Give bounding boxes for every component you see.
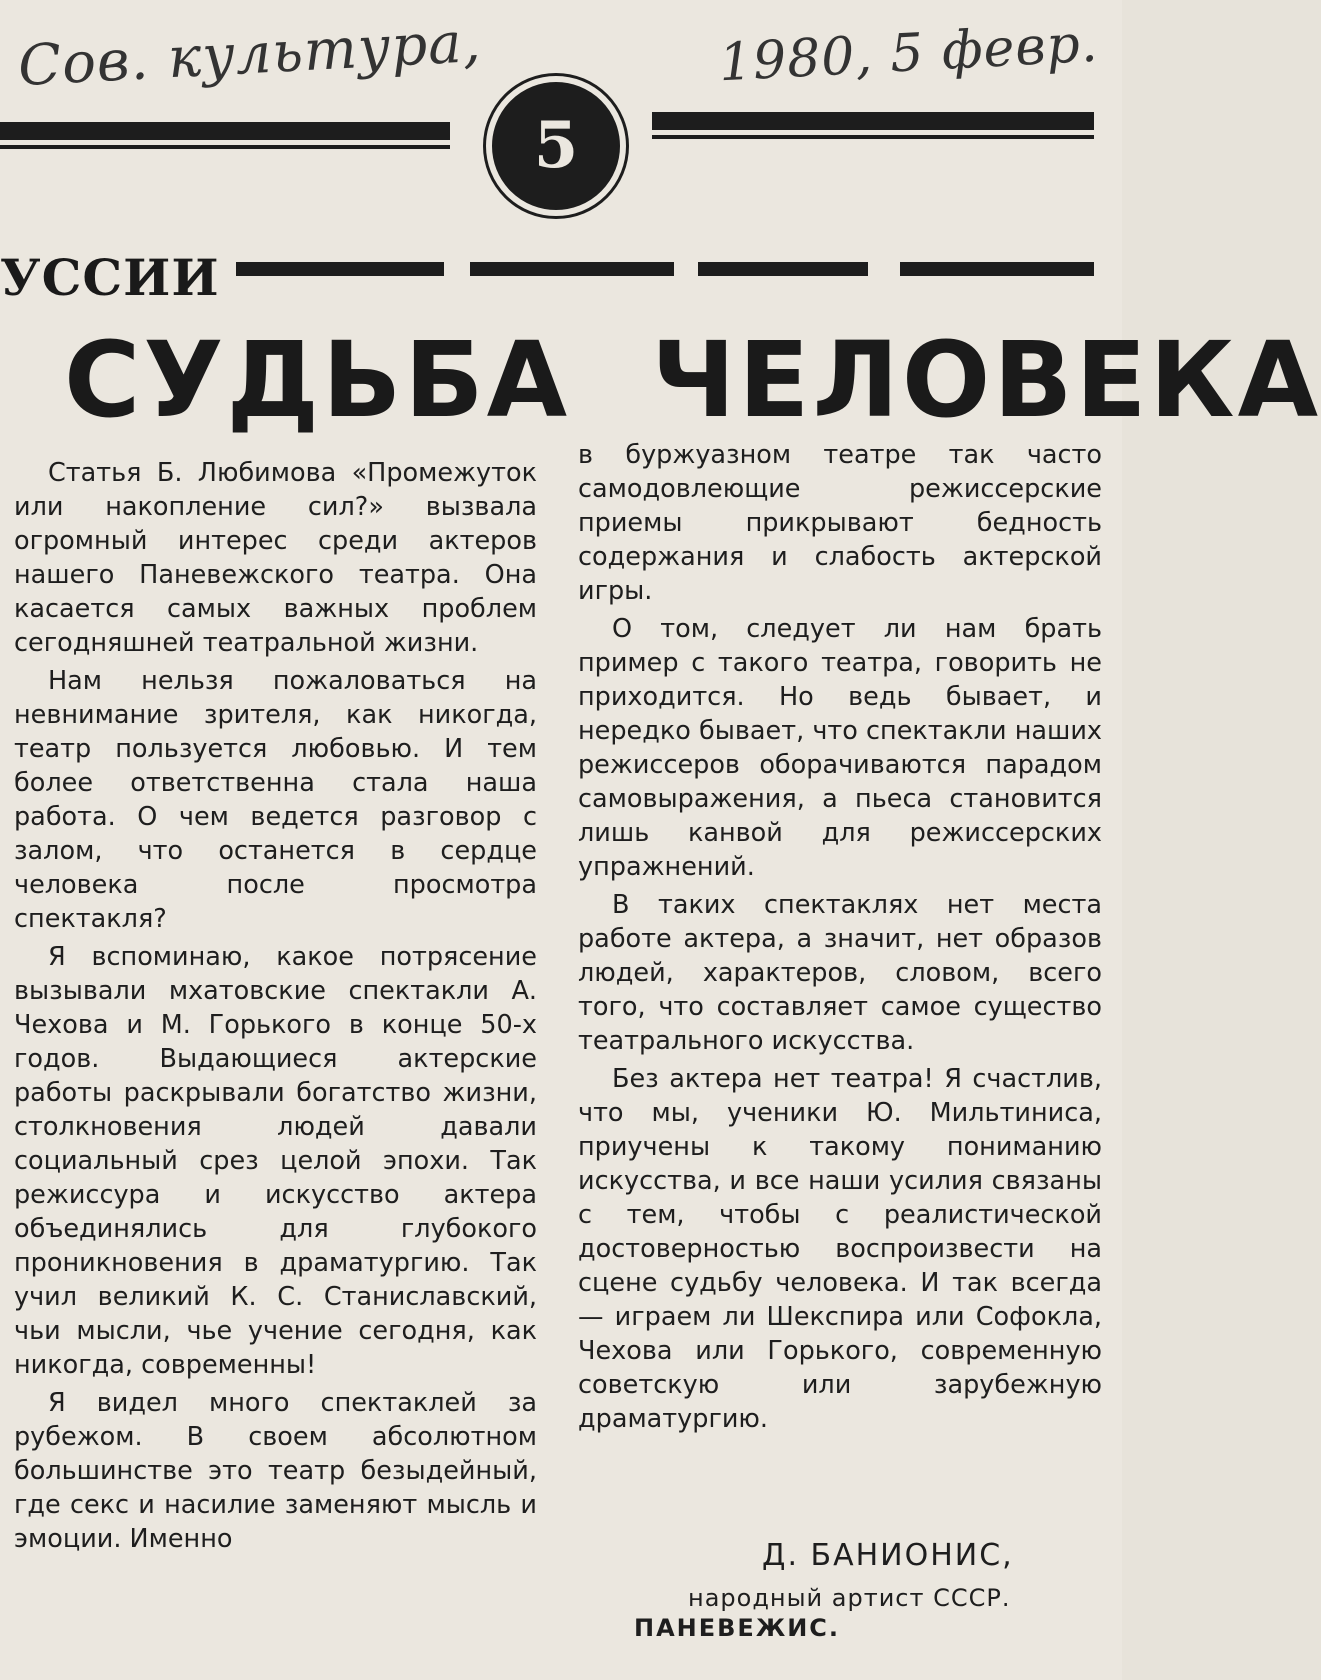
author-title: народный артист СССР. xyxy=(688,1584,1011,1612)
paragraph: Я видел много спектаклей за рубежом. В своем абсолютном большинстве это театр безыдейный, где секс и насилие заменяют мысль и эмоции. Именно xyxy=(14,1388,537,1554)
rubric-dash xyxy=(470,262,674,276)
handwritten-date: 1980, 5 февр. xyxy=(717,13,1100,94)
article-column-left xyxy=(14,456,537,1560)
top-rule-left xyxy=(0,122,450,140)
paragraph: Статья Б. Любимова «Промежуток или накопление сил?» вызвала огромный интерес среди актеров нашего Паневежского театра. Она касается самых важных проблем сегодняшней театральной жизни. xyxy=(14,458,537,658)
article-column-right xyxy=(578,438,1102,1440)
handwritten-source: Сов. культура, xyxy=(16,9,483,100)
top-rule-right-thin xyxy=(652,135,1094,139)
top-rule-right xyxy=(652,112,1094,130)
author-name: Д. БАНИОНИС, xyxy=(762,1538,1014,1573)
rubric-title: УССИИ xyxy=(0,248,220,307)
page-number: 5 xyxy=(533,108,579,183)
paragraph-continued: в буржуазном театре так часто самодовлеющие режиссерские приемы прикрывают бедность содержания и слабость актерской игры. xyxy=(578,440,1102,606)
page-number-badge xyxy=(486,76,626,216)
paragraph: В таких спектаклях нет места работе актера, а значит, нет образов людей, характеров, словом, всего того, что составляет самое существо театрального искусства. xyxy=(578,890,1102,1056)
paragraph: Нам нельзя пожаловаться на невнимание зрителя, как никогда, театр пользуется любовью. И тем более ответственна стала наша работа. О чем ведется разговор с залом, что останется в сердце человека после просмотра спектакля? xyxy=(14,666,537,934)
paragraph: Я вспоминаю, какое потрясение вызывали мхатовские спектакли А. Чехова и М. Горького в конце 50-х годов. Выдающиеся актерские работы раскрывали богатство жизни, столкновения людей давали социальный срез целой эпохи. Так режиссура и искусство актера объединялись для глубокого проникновения в драматургию. Так учил великий К. С. Станиславский, чьи мысли, чье учение сегодня, как никогда, современны! xyxy=(14,942,537,1380)
rubric-dash xyxy=(698,262,868,276)
author-city: ПАНЕВЕЖИС. xyxy=(634,1614,841,1642)
paragraph: О том, следует ли нам брать пример с такого театра, говорить не приходится. Но ведь бывает, и нередко бывает, что спектакли наших режиссеров оборачиваются парадом самовыражения, а пьеса становится лишь канвой для режиссерских упражнений. xyxy=(578,614,1102,882)
rubric-dash xyxy=(236,262,444,276)
article-headline: СУДЬБА ЧЕЛОВЕКА xyxy=(64,319,1321,441)
handwritten-source-note xyxy=(16,9,1100,100)
rubric-dash xyxy=(900,262,1094,276)
top-rule-left-thin xyxy=(0,145,450,149)
paragraph: Без актера нет театра! Я счастлив, что мы, ученики Ю. Мильтиниса, приучены к такому пониманию искусства, и все наши усилия связаны с тем, чтобы с реалистической достоверностью воспроизвести на сцене судьбу человека. И так всегда — играем ли Шекспира или Софокла, Чехова или Горького, современную советскую или зарубежную драматургию. xyxy=(578,1064,1102,1434)
